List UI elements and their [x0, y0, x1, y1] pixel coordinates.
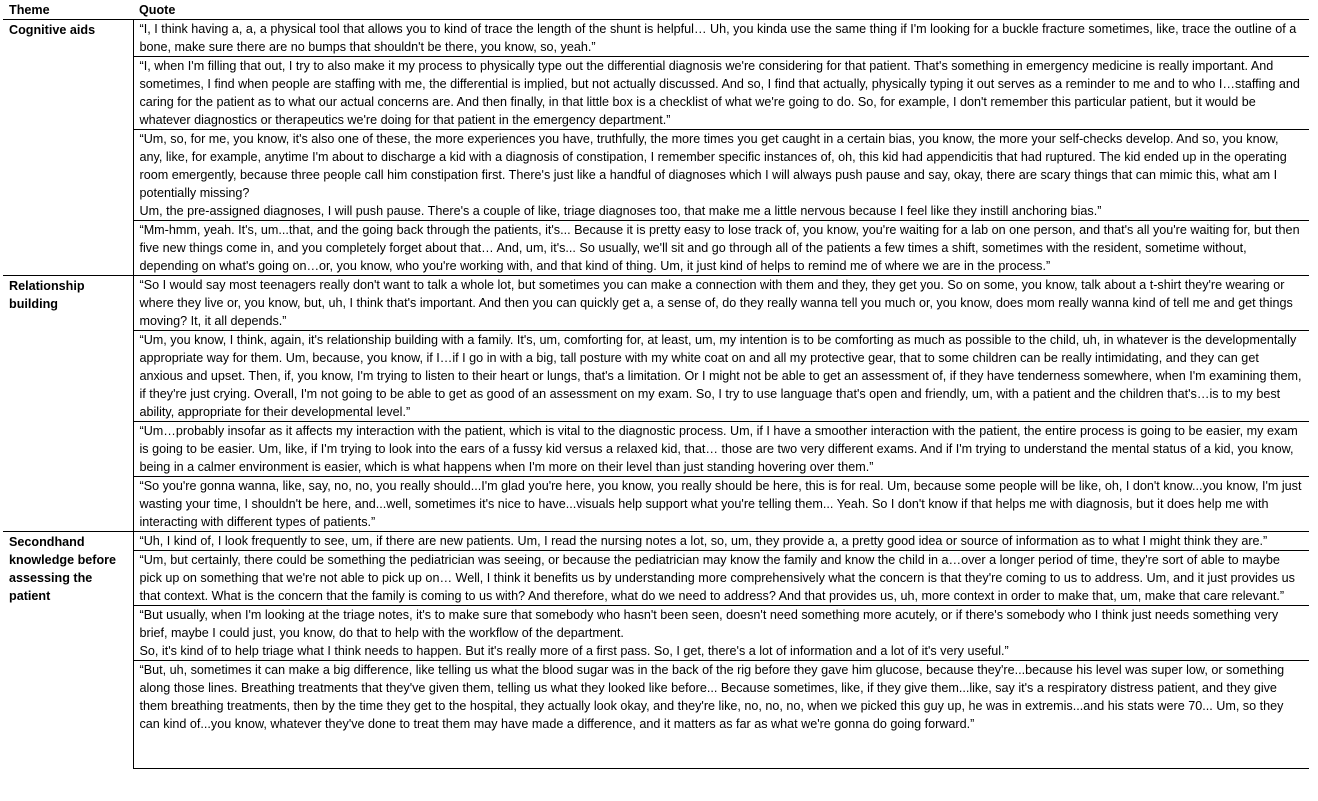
- quote-cell: “Um…probably insofar as it affects my interaction with the patient, which is vital to the diagnostic process. Um, if I have a smoother interaction with the patient, the entire process is going to be easier, my exam is going to be easier. Um, like, if I'm trying to look into the ears of a fussy kid versus a relaxed kid, that… those are two very different exams. And if I'm trying to understand the mental status of a kid, you know, being in a calmer environment is easier, which is what happens when I'm more on their level than just standing hovering over them.”: [133, 422, 1309, 477]
- quote-cell: “But, uh, sometimes it can make a big difference, like telling us what the blood sugar was in the back of the rig before they gave him glucose, because they're...because his level was super low, or something along those lines. Breathing treatments that they've given them, telling us what they looked like before... Because sometimes, like, if they give them...like, say it's a respiratory distress patient, and they give them breathing treatments, then by the time they get to the hospital, they actually look okay, and they're like, no, no, no, when we picked this guy up, he was in extremis...and his stats were 70... Um, so they can kind of...you know, whatever they've done to treat them may have made a difference, and it matters as far as what we're gonna do going forward.”: [133, 661, 1309, 769]
- themes-quotes-table: [3, 0, 1309, 769]
- quote-cell: “So you're gonna wanna, like, say, no, no, you really should...I'm glad you're here, you know, you really should be here, this is for real. Um, because some people will be like, oh, I don't know...you know, I'm just wasting your time, I shouldn't be here, and...well, sometimes it's nice to have...visuals help support what you're telling them... Yeah. So I don't know if that helps me with diagnosis, but it does help me with interacting with different types of patients.”: [133, 477, 1309, 532]
- quote-cell: “Um, you know, I think, again, it's relationship building with a family. It's, um, comforting for, at least, um, my intention is to be comforting as much as possible to the child, uh, in whatever is the developmentally appropriate way for them. Um, because, you know, if I…if I go in with a big, tall posture with my white coat on and all my protective gear, that to some children can be really intimidating, and they can get anxious and upset. Then, if, you know, I'm trying to listen to their heart or lungs, that's a limitation. Or I might not be able to get an assessment of, if they have tenderness somewhere, when I'm examining them, if they're just crying. Overall, I'm not going to be able to get as good of an assessment on my exam. So, I try to use language that's open and friendly, um, with a patient and the children that's…is to my best ability, appropriate for their developmental level.”: [133, 331, 1309, 422]
- table-row: [3, 422, 1309, 477]
- header-row: [3, 0, 1309, 20]
- quote-cell: “I, I think having a, a, a physical tool that allows you to kind of trace the length of the shunt is helpful… Uh, you kinda use the same thing if I'm looking for a buckle fracture sometimes, like, trace the outline of a bone, make sure there are no bumps that shouldn't be there, you know, so, yeah.”: [133, 20, 1309, 57]
- theme-column-header: Theme: [3, 0, 133, 20]
- quote-cell: “Uh, I kind of, I look frequently to see, um, if there are new patients. Um, I read the nursing notes a lot, so, um, they provide a, a pretty good idea or source of information as to what I might think they are.”: [133, 532, 1309, 551]
- quote-cell: “But usually, when I'm looking at the triage notes, it's to make sure that somebody who hasn't been seen, doesn't need something more acutely, or if there's somebody who I think just needs something very brief, maybe I could just, you know, do that to help with the workflow of the department. So, it's kind of to help triage what I think needs to happen. But it's really more of a first pass. So, I get, there's a lot of information and a lot of it's very useful.”: [133, 606, 1309, 661]
- theme-cell: Cognitive aids: [3, 20, 133, 276]
- table-row: [3, 661, 1309, 769]
- table-row: [3, 551, 1309, 606]
- table-row: [3, 606, 1309, 661]
- table-row: [3, 532, 1309, 551]
- quote-cell: “So I would say most teenagers really don't want to talk a whole lot, but sometimes you can make a connection with them and they, they get you. So on some, you know, talk about a t-shirt they're wearing or where they live or, you know, but, uh, I think that's important. And then you can quickly get a, a sense of, do they really wanna tell you much or, you know, does mom really wanna kind of tell me and get things moving? It, it all depends.”: [133, 276, 1309, 331]
- table-row: [3, 221, 1309, 276]
- table-row: [3, 130, 1309, 221]
- table-row: [3, 276, 1309, 331]
- quote-cell: “I, when I'm filling that out, I try to also make it my process to physically type out the differential diagnosis we're considering for that patient. That's something in emergency medicine is really important. And sometimes, I find when people are staffing with me, the differential is implied, but not actually discussed. And so, I find that actually, physically typing it out serves as a reminder to me and to who I…staffing and caring for the patient as to what our actual concerns are. And then finally, in that little box is a checklist of what we're going to do. So, for example, I don't remember this particular patient, but it would be whatever diagnostics or therapeutics we're doing for that patient in the emergency department.”: [133, 57, 1309, 130]
- quote-cell: “Um, but certainly, there could be something the pediatrician was seeing, or because the pediatrician may know the family and know the child in a…over a longer period of time, they're sort of able to maybe pick up on something that we're not able to pick up on… Well, I think it benefits us by understanding more comprehensively what the concern is that they're coming to us to address. Um, and it just provides us that context. What is the concern that the family is coming to us with? And therefore, what do we need to address? And that provides us, uh, more context in order to make that, um, make that care relevant.”: [133, 551, 1309, 606]
- quote-cell: “Um, so, for me, you know, it's also one of these, the more experiences you have, truthfully, the more times you get caught in a certain bias, you know, the more your self-checks develop. And so, you know, any, like, for example, anytime I'm about to discharge a kid with a diagnosis of constipation, I remember specific instances of, oh, this kid had appendicitis that had ruptured. The kid ended up in the operating room emergently, because three people call him constipation first. There's just like a handful of diagnoses which I will always push pause and say, okay, there are scary things that can mimic this, what am I potentially missing? Um, the pre-assigned diagnoses, I will push pause. There's a couple of like, triage diagnoses too, that make me a little nervous because I feel like they instill anchoring bias.”: [133, 130, 1309, 221]
- quote-column-header: Quote: [133, 0, 1309, 20]
- quote-cell: “Mm-hmm, yeah. It's, um...that, and the going back through the patients, it's... Because it is pretty easy to lose track of, you know, you're waiting for a lab on one person, and that's all you're waiting for, but then five new things come in, and you completely forget about that… And, um, it's... So usually, we'll sit and go through all of the patients a few times a shift, sometimes with the resident, sometime without, depending on what's going on…or, you know, who you're working with, and that kind of thing. Um, it just kind of helps to remind me of where we are in the process.”: [133, 221, 1309, 276]
- theme-cell: Secondhand knowledge before assessing the patient: [3, 532, 133, 769]
- table-row: [3, 331, 1309, 422]
- table-row: [3, 477, 1309, 532]
- table-row: [3, 20, 1309, 57]
- table-row: [3, 57, 1309, 130]
- theme-cell: Relationship building: [3, 276, 133, 532]
